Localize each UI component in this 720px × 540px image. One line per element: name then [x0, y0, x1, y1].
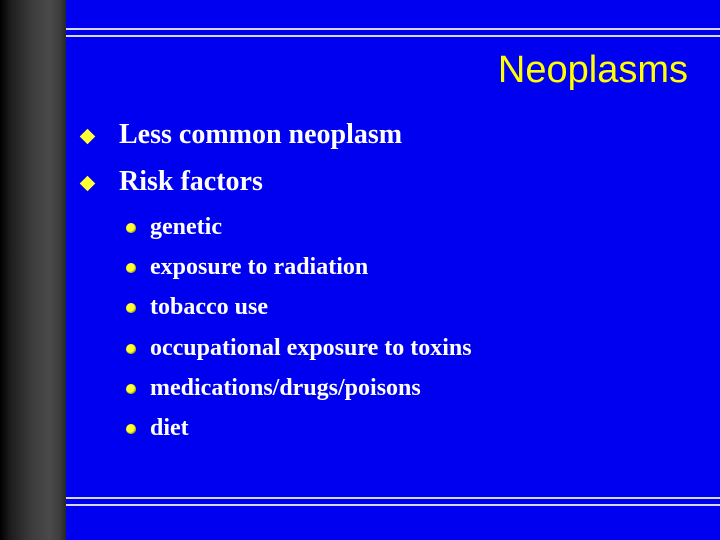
- bottom-divider: [66, 497, 720, 499]
- slide-title: Neoplasms: [497, 49, 688, 91]
- sub-bullet-text: tobacco use: [150, 294, 268, 320]
- sub-bullet-text: occupational exposure to toxins: [150, 335, 472, 361]
- sub-bullet-text: medications/drugs/poisons: [150, 375, 421, 401]
- sub-bullet-text: diet: [150, 415, 189, 441]
- sub-bullet-text: exposure to radiation: [150, 254, 369, 280]
- round-bullet-icon: [126, 424, 136, 434]
- bottom-divider: [66, 504, 720, 506]
- round-bullet-icon: [126, 263, 136, 273]
- diamond-bullet-icon: [80, 129, 96, 145]
- round-bullet-icon: [126, 223, 136, 233]
- bullet-text: Less common neoplasm: [119, 119, 403, 150]
- top-divider: [66, 35, 720, 37]
- round-bullet-icon: [126, 384, 136, 394]
- sub-bullet-text: genetic: [150, 214, 222, 240]
- sidebar-gradient-strip: [0, 0, 66, 540]
- bullet-text: Risk factors: [119, 166, 263, 197]
- top-divider: [66, 28, 720, 30]
- diamond-bullet-icon: [80, 176, 96, 192]
- round-bullet-icon: [126, 303, 136, 313]
- round-bullet-icon: [126, 344, 136, 354]
